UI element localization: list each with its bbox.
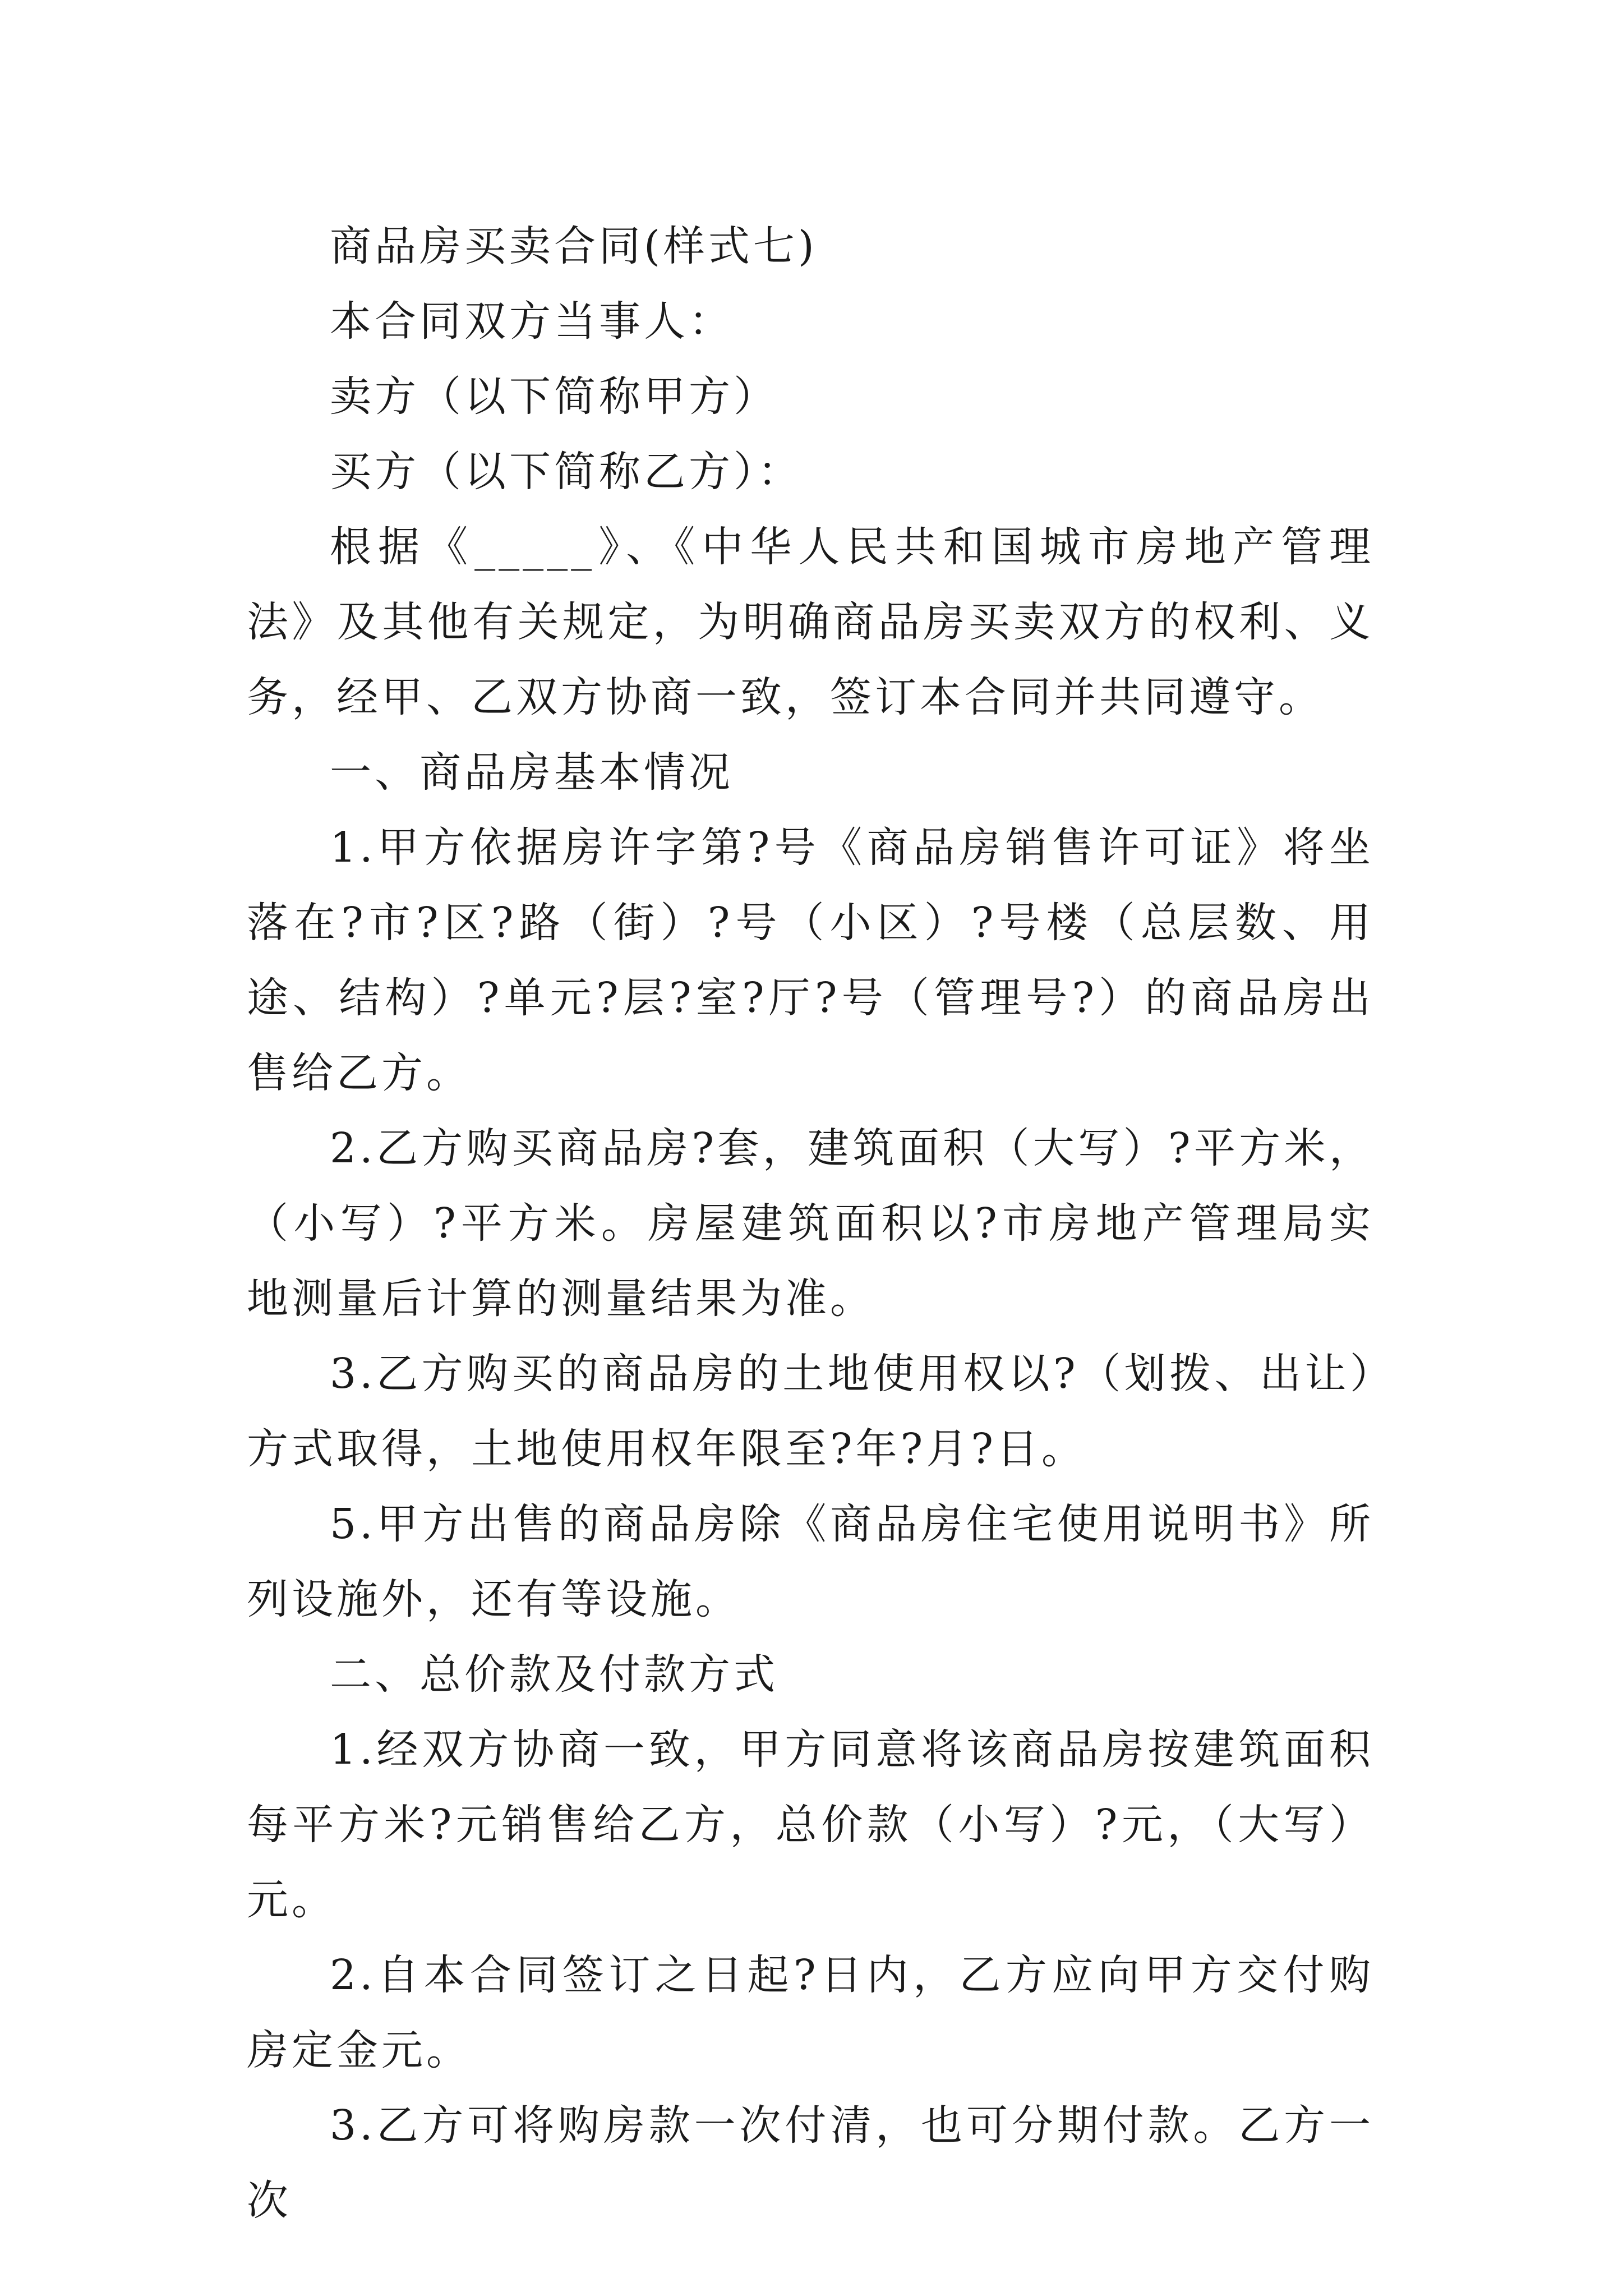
document-title: 商品房买卖合同(样式七) (330, 222, 818, 270)
clause-2-1: 1.经双方协商一致，甲方同意将该商品房按建筑面积每平方米?元销售给乙方，总价款（小写）?元，（大写）元。 (247, 1726, 1374, 1924)
clause-2-2: 2.自本合同签订之日起?日内，乙方应向甲方交付购房定金元。 (247, 1951, 1374, 2074)
paragraph-buyer: 买方（以下简称乙方）： (330, 448, 803, 496)
document-body (247, 209, 1374, 2238)
paragraph-preamble: 根据《_____》、《中华人民共和国城市房地产管理法》及其他有关规定，为明确商品房买卖双方的权利、义务，经甲、乙双方协商一致，签订本合同并共同遵守。 (247, 523, 1374, 721)
clause-2-3: 3.乙方可将购房款一次付清，也可分期付款。乙方一次 (247, 2101, 1374, 2225)
section-heading-basic-info: 一、商品房基本情况 (330, 748, 734, 797)
paragraph-seller: 卖方（以下简称甲方） (330, 372, 778, 421)
clause-1-3: 3.乙方购买的商品房的土地使用权以?（划拨、出让）方式取得，土地使用权年限至?年?月?日。 (247, 1350, 1374, 1473)
clause-1-1: 1.甲方依据房许字第?号《商品房销售许可证》将坐落在?市?区?路（街）?号（小区）?号楼（总层数、用途、结构）?单元?层?室?厅?号（管理号?）的商品房出售给乙方。 (247, 823, 1374, 1097)
clause-1-5: 5.甲方出售的商品房除《商品房住宅使用说明书》所列设施外，还有等设施。 (247, 1500, 1374, 1623)
paragraph-parties: 本合同双方当事人： (330, 297, 734, 346)
clause-1-2: 2.乙方购买商品房?套，建筑面积（大写）?平方米，（小写）?平方米。房屋建筑面积以?市房地产管理局实地测量后计算的测量结果为准。 (247, 1124, 1374, 1323)
section-heading-price-payment: 二、总价款及付款方式 (330, 1650, 778, 1699)
